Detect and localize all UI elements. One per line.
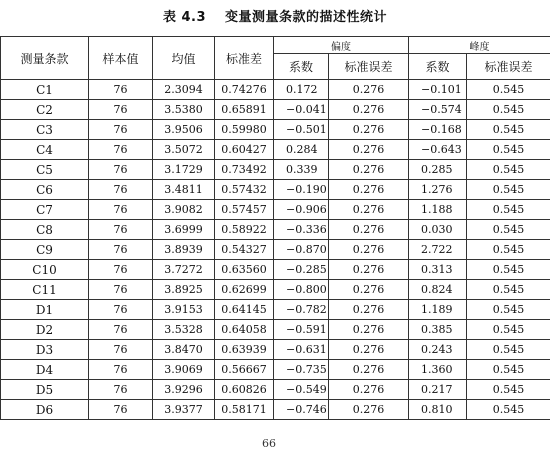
cell-skew-coef: −0.591 [274,320,329,340]
cell-mean: 3.9069 [153,360,215,380]
cell-sample: 76 [89,100,153,120]
cell-kurt-coef: 0.285 [409,160,467,180]
cell-sample: 76 [89,260,153,280]
descriptive-stats-table [0,36,550,420]
cell-kurt-se: 0.545 [467,280,550,300]
header-sample: 样本值 [89,37,153,80]
cell-skew-coef: −0.800 [274,280,329,300]
cell-std: 0.62699 [215,280,274,300]
cell-skew-coef: −0.746 [274,400,329,420]
table-row [1,100,550,120]
table-number: 表 4.3 [163,10,206,25]
cell-item: C1 [1,80,89,100]
cell-skew-coef: 0.172 [274,80,329,100]
cell-skew-coef: −0.906 [274,200,329,220]
cell-kurt-coef: 0.385 [409,320,467,340]
cell-skew-se: 0.276 [329,100,409,120]
cell-mean: 3.4811 [153,180,215,200]
page-number-fragment: 66 [262,439,276,449]
header-skew-coef: 系数 [274,54,329,80]
cell-sample: 76 [89,80,153,100]
cell-skew-se: 0.276 [329,380,409,400]
cell-sample: 76 [89,120,153,140]
cell-kurt-se: 0.545 [467,260,550,280]
header-kurt-coef: 系数 [409,54,467,80]
cell-kurt-coef: 1.360 [409,360,467,380]
cell-sample: 76 [89,340,153,360]
cell-kurt-se: 0.545 [467,400,550,420]
cell-skew-se: 0.276 [329,360,409,380]
cell-kurt-se: 0.545 [467,140,550,160]
header-row-1 [1,37,550,54]
cell-sample: 76 [89,200,153,220]
cell-skew-coef: −0.190 [274,180,329,200]
cell-skew-se: 0.276 [329,240,409,260]
cell-kurt-coef: −0.101 [409,80,467,100]
header-kurtosis: 峰度 [409,37,550,54]
cell-item: C4 [1,140,89,160]
cell-skew-coef: −0.285 [274,260,329,280]
cell-item: C3 [1,120,89,140]
cell-kurt-se: 0.545 [467,220,550,240]
cell-mean: 3.8939 [153,240,215,260]
table-row [1,180,550,200]
cell-kurt-se: 0.545 [467,360,550,380]
header-item: 测量条款 [1,37,89,80]
cell-item: D4 [1,360,89,380]
cell-item: C11 [1,280,89,300]
cell-std: 0.65891 [215,100,274,120]
cell-std: 0.73492 [215,160,274,180]
table-row [1,320,550,340]
cell-skew-se: 0.276 [329,320,409,340]
cell-skew-coef: −0.631 [274,340,329,360]
header-kurt-se: 标准误差 [467,54,550,80]
table-row [1,200,550,220]
cell-kurt-coef: −0.574 [409,100,467,120]
cell-std: 0.74276 [215,80,274,100]
cell-skew-se: 0.276 [329,220,409,240]
cell-std: 0.57432 [215,180,274,200]
cell-skew-se: 0.276 [329,280,409,300]
cell-skew-coef: −0.870 [274,240,329,260]
cell-kurt-coef: 0.810 [409,400,467,420]
cell-skew-coef: −0.041 [274,100,329,120]
cell-mean: 3.6999 [153,220,215,240]
cell-item: C9 [1,240,89,260]
cell-sample: 76 [89,180,153,200]
cell-mean: 3.7272 [153,260,215,280]
table-row [1,120,550,140]
cell-skew-se: 0.276 [329,140,409,160]
cell-kurt-se: 0.545 [467,180,550,200]
cell-kurt-coef: 1.276 [409,180,467,200]
cell-kurt-se: 0.545 [467,200,550,220]
cell-skew-se: 0.276 [329,180,409,200]
table-row [1,280,550,300]
cell-kurt-coef: 0.030 [409,220,467,240]
cell-skew-se: 0.276 [329,400,409,420]
cell-kurt-coef: 1.188 [409,200,467,220]
table-caption [0,6,550,25]
cell-sample: 76 [89,380,153,400]
cell-skew-se: 0.276 [329,80,409,100]
cell-std: 0.63560 [215,260,274,280]
table-row [1,340,550,360]
cell-item: D2 [1,320,89,340]
cell-sample: 76 [89,400,153,420]
cell-mean: 3.8925 [153,280,215,300]
cell-skew-coef: 0.339 [274,160,329,180]
table-row [1,380,550,400]
cell-std: 0.63939 [215,340,274,360]
cell-std: 0.60427 [215,140,274,160]
cell-skew-coef: −0.735 [274,360,329,380]
cell-sample: 76 [89,160,153,180]
cell-std: 0.64145 [215,300,274,320]
cell-kurt-se: 0.545 [467,320,550,340]
table-row [1,300,550,320]
cell-sample: 76 [89,240,153,260]
cell-sample: 76 [89,300,153,320]
cell-mean: 3.9296 [153,380,215,400]
table-row [1,260,550,280]
table-body [1,80,550,420]
table-row [1,160,550,180]
cell-kurt-coef: 0.243 [409,340,467,360]
cell-item: D6 [1,400,89,420]
cell-mean: 3.5380 [153,100,215,120]
cell-std: 0.64058 [215,320,274,340]
cell-mean: 3.1729 [153,160,215,180]
cell-mean: 2.3094 [153,80,215,100]
header-std: 标准差 [215,37,274,80]
cell-kurt-se: 0.545 [467,80,550,100]
header-skewness: 偏度 [274,37,409,54]
cell-item: C5 [1,160,89,180]
cell-item: C2 [1,100,89,120]
cell-kurt-se: 0.545 [467,240,550,260]
cell-mean: 3.9153 [153,300,215,320]
cell-kurt-se: 0.545 [467,160,550,180]
cell-kurt-se: 0.545 [467,340,550,360]
table-title: 变量测量条款的描述性统计 [225,10,387,25]
cell-sample: 76 [89,140,153,160]
cell-item: D3 [1,340,89,360]
header-skew-se: 标准误差 [329,54,409,80]
cell-skew-se: 0.276 [329,160,409,180]
cell-std: 0.58922 [215,220,274,240]
cell-sample: 76 [89,280,153,300]
cell-kurt-se: 0.545 [467,100,550,120]
cell-item: C8 [1,220,89,240]
cell-std: 0.59980 [215,120,274,140]
cell-kurt-coef: −0.168 [409,120,467,140]
cell-skew-se: 0.276 [329,200,409,220]
table-row [1,360,550,380]
cell-item: D1 [1,300,89,320]
cell-sample: 76 [89,220,153,240]
cell-kurt-se: 0.545 [467,300,550,320]
cell-item: C10 [1,260,89,280]
cell-skew-coef: −0.501 [274,120,329,140]
cell-sample: 76 [89,360,153,380]
cell-mean: 3.5328 [153,320,215,340]
cell-mean: 3.9082 [153,200,215,220]
cell-kurt-coef: 2.722 [409,240,467,260]
table-row [1,400,550,420]
cell-mean: 3.9377 [153,400,215,420]
cell-skew-coef: −0.782 [274,300,329,320]
cell-kurt-coef: 0.217 [409,380,467,400]
cell-std: 0.54327 [215,240,274,260]
table-header [1,37,550,80]
cell-skew-coef: −0.549 [274,380,329,400]
cell-std: 0.58171 [215,400,274,420]
cell-mean: 3.5072 [153,140,215,160]
cell-kurt-coef: 0.313 [409,260,467,280]
cell-kurt-coef: −0.643 [409,140,467,160]
cell-kurt-se: 0.545 [467,120,550,140]
cell-std: 0.60826 [215,380,274,400]
table-row [1,220,550,240]
cell-item: C6 [1,180,89,200]
cell-std: 0.56667 [215,360,274,380]
cell-mean: 3.8470 [153,340,215,360]
cell-std: 0.57457 [215,200,274,220]
cell-kurt-coef: 1.189 [409,300,467,320]
cell-mean: 3.9506 [153,120,215,140]
cell-sample: 76 [89,320,153,340]
cell-item: D5 [1,380,89,400]
cell-skew-coef: −0.336 [274,220,329,240]
table-row [1,80,550,100]
cell-item: C7 [1,200,89,220]
cell-skew-se: 0.276 [329,260,409,280]
cell-skew-se: 0.276 [329,340,409,360]
table-row [1,240,550,260]
cell-skew-coef: 0.284 [274,140,329,160]
cell-kurt-se: 0.545 [467,380,550,400]
table-row [1,140,550,160]
cell-skew-se: 0.276 [329,300,409,320]
header-mean: 均值 [153,37,215,80]
cell-skew-se: 0.276 [329,120,409,140]
cell-kurt-coef: 0.824 [409,280,467,300]
